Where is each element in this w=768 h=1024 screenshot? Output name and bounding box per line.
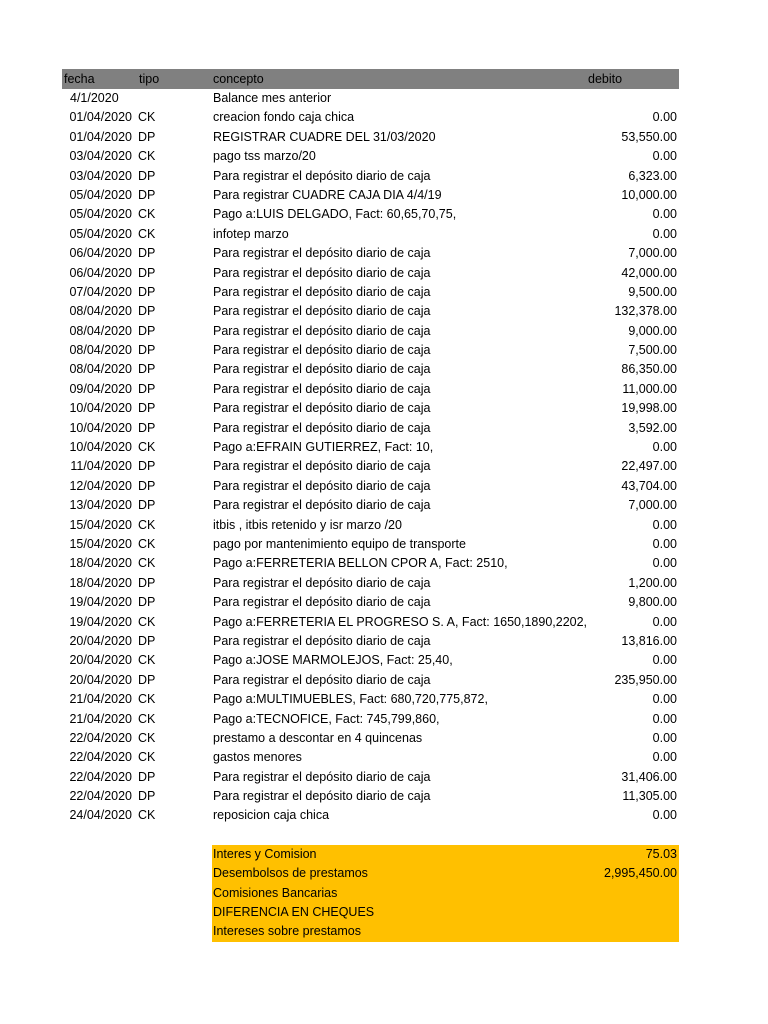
cell-tipo: DP bbox=[138, 381, 156, 396]
table-row bbox=[62, 593, 679, 612]
cell-tipo: CK bbox=[138, 110, 156, 125]
cell-tipo: DP bbox=[138, 362, 156, 377]
cell-debito: 11,305.00 bbox=[622, 789, 677, 804]
cell-debito: 7,000.00 bbox=[628, 246, 677, 261]
cell-fecha: 09/04/2020 bbox=[69, 381, 132, 396]
cell-fecha: 03/04/2020 bbox=[69, 149, 132, 164]
table-row bbox=[62, 690, 679, 709]
cell-fecha: 19/04/2020 bbox=[69, 595, 132, 610]
cell-debito: 0.00 bbox=[652, 517, 677, 532]
table-row bbox=[62, 787, 679, 806]
cell-concepto: reposicion caja chica bbox=[213, 808, 330, 823]
header-tipo: tipo bbox=[139, 72, 160, 86]
cell-fecha: 10/04/2020 bbox=[69, 440, 132, 455]
summary-row bbox=[212, 864, 679, 883]
cell-debito: 0.00 bbox=[652, 536, 677, 551]
table-row bbox=[62, 283, 679, 302]
table-row bbox=[62, 748, 679, 767]
cell-concepto: Para registrar el depósito diario de caja bbox=[213, 323, 431, 338]
table-row bbox=[62, 574, 679, 593]
table-row bbox=[62, 477, 679, 496]
cell-debito: 0.00 bbox=[652, 711, 677, 726]
table-body bbox=[62, 108, 679, 825]
cell-debito: 0.00 bbox=[652, 556, 677, 571]
table-row bbox=[62, 516, 679, 535]
cell-concepto: Para registrar el depósito diario de caja bbox=[213, 672, 431, 687]
cell-concepto: REGISTRAR CUADRE DEL 31/03/2020 bbox=[213, 129, 436, 144]
cell-fecha: 20/04/2020 bbox=[69, 653, 132, 668]
cell-fecha: 22/04/2020 bbox=[69, 789, 132, 804]
cell-debito: 9,500.00 bbox=[628, 284, 677, 299]
cell-concepto: Para registrar el depósito diario de caja bbox=[213, 789, 431, 804]
cell-concepto: Pago a:LUIS DELGADO, Fact: 60,65,70,75, bbox=[213, 207, 457, 222]
summary-row bbox=[212, 903, 679, 922]
cell-tipo: DP bbox=[138, 168, 156, 183]
cell-concepto: Para registrar el depósito diario de caja bbox=[213, 401, 431, 416]
cell-fecha: 4/1/2020 bbox=[70, 91, 119, 105]
cell-fecha: 05/04/2020 bbox=[69, 207, 132, 222]
cell-debito: 3,592.00 bbox=[628, 420, 677, 435]
cell-tipo: CK bbox=[138, 207, 156, 222]
table-row bbox=[62, 806, 679, 825]
cell-concepto: pago por mantenimiento equipo de transporte bbox=[213, 536, 466, 551]
cell-debito: 0.00 bbox=[652, 730, 677, 745]
cell-tipo: DP bbox=[138, 129, 156, 144]
cell-debito: 10,000.00 bbox=[621, 187, 677, 202]
cell-debito: 6,323.00 bbox=[628, 168, 677, 183]
cell-fecha: 22/04/2020 bbox=[69, 769, 132, 784]
cell-concepto: Pago a:FERRETERIA BELLON CPOR A, Fact: 2510, bbox=[213, 556, 508, 571]
cell-fecha: 20/04/2020 bbox=[69, 633, 132, 648]
cell-tipo: DP bbox=[138, 575, 156, 590]
cell-tipo: DP bbox=[138, 498, 156, 513]
cell-tipo: CK bbox=[138, 149, 156, 164]
cell-tipo: DP bbox=[138, 343, 156, 358]
summary-row bbox=[212, 922, 679, 941]
cell-debito: 132,378.00 bbox=[614, 304, 677, 319]
summary-debito: 2,995,450.00 bbox=[604, 866, 677, 881]
cell-tipo: DP bbox=[138, 459, 156, 474]
cell-tipo: CK bbox=[138, 440, 156, 455]
table-row bbox=[62, 438, 679, 457]
cell-debito: 9,800.00 bbox=[628, 595, 677, 610]
table-row bbox=[62, 167, 679, 186]
cell-fecha: 08/04/2020 bbox=[69, 323, 132, 338]
cell-fecha: 20/04/2020 bbox=[69, 672, 132, 687]
cell-concepto: Para registrar el depósito diario de caja bbox=[213, 304, 431, 319]
cell-fecha: 24/04/2020 bbox=[69, 808, 132, 823]
cell-fecha: 05/04/2020 bbox=[69, 187, 132, 202]
cell-concepto: Para registrar el depósito diario de caja bbox=[213, 265, 431, 280]
cell-debito: 86,350.00 bbox=[621, 362, 677, 377]
cell-fecha: 03/04/2020 bbox=[69, 168, 132, 183]
cell-fecha: 21/04/2020 bbox=[69, 711, 132, 726]
summary-concepto: Comisiones Bancarias bbox=[213, 885, 338, 900]
cell-fecha: 10/04/2020 bbox=[69, 401, 132, 416]
cell-tipo: DP bbox=[138, 595, 156, 610]
summary-debito: 75.03 bbox=[645, 846, 677, 861]
cell-fecha: 22/04/2020 bbox=[69, 730, 132, 745]
summary-row bbox=[212, 845, 679, 864]
cell-tipo: DP bbox=[138, 401, 156, 416]
cell-concepto: gastos menores bbox=[213, 750, 302, 765]
cell-debito: 43,704.00 bbox=[621, 478, 677, 493]
cell-concepto: Pago a:JOSE MARMOLEJOS, Fact: 25,40, bbox=[213, 653, 453, 668]
cell-fecha: 08/04/2020 bbox=[69, 343, 132, 358]
cell-debito: 53,550.00 bbox=[621, 129, 677, 144]
table-row bbox=[62, 147, 679, 166]
table-row bbox=[62, 380, 679, 399]
cell-concepto: Para registrar el depósito diario de caja bbox=[213, 478, 431, 493]
cell-fecha: 10/04/2020 bbox=[69, 420, 132, 435]
cell-debito: 13,816.00 bbox=[621, 633, 677, 648]
cell-tipo: DP bbox=[138, 769, 156, 784]
cell-tipo: DP bbox=[138, 187, 156, 202]
table-row bbox=[62, 244, 679, 263]
cell-concepto: Balance mes anterior bbox=[213, 91, 332, 105]
table-row bbox=[62, 128, 679, 147]
table-row bbox=[62, 535, 679, 554]
cell-debito: 0.00 bbox=[652, 614, 677, 629]
cell-fecha: 15/04/2020 bbox=[69, 517, 132, 532]
cell-tipo: DP bbox=[138, 478, 156, 493]
summary-block bbox=[212, 845, 679, 942]
cell-tipo: CK bbox=[138, 517, 156, 532]
cell-debito: 0.00 bbox=[652, 440, 677, 455]
cell-debito: 235,950.00 bbox=[614, 672, 677, 687]
cell-tipo: DP bbox=[138, 633, 156, 648]
summary-concepto: DIFERENCIA EN CHEQUES bbox=[213, 905, 375, 920]
table-row bbox=[62, 729, 679, 748]
table-row bbox=[62, 302, 679, 321]
summary-concepto: Desembolsos de prestamos bbox=[213, 866, 368, 881]
table-row bbox=[62, 554, 679, 573]
cell-debito: 0.00 bbox=[652, 653, 677, 668]
cell-concepto: Para registrar el depósito diario de caja bbox=[213, 595, 431, 610]
cell-fecha: 01/04/2020 bbox=[69, 110, 132, 125]
cell-debito: 7,000.00 bbox=[628, 498, 677, 513]
header-concepto: concepto bbox=[213, 72, 264, 86]
cell-fecha: 18/04/2020 bbox=[69, 556, 132, 571]
cell-tipo: CK bbox=[138, 808, 156, 823]
cell-fecha: 08/04/2020 bbox=[69, 304, 132, 319]
cell-tipo: CK bbox=[138, 614, 156, 629]
cell-debito: 0.00 bbox=[652, 750, 677, 765]
table-row bbox=[62, 322, 679, 341]
cell-debito: 1,200.00 bbox=[628, 575, 677, 590]
cell-tipo: CK bbox=[138, 556, 156, 571]
table-row bbox=[62, 496, 679, 515]
cell-debito: 0.00 bbox=[652, 207, 677, 222]
header-debito: debito bbox=[588, 72, 623, 86]
cell-fecha: 01/04/2020 bbox=[69, 129, 132, 144]
cell-concepto: creacion fondo caja chica bbox=[213, 110, 355, 125]
cell-concepto: Pago a:MULTIMUEBLES, Fact: 680,720,775,872, bbox=[213, 692, 488, 707]
cell-debito: 0.00 bbox=[652, 226, 677, 241]
summary-concepto: Intereses sobre prestamos bbox=[213, 924, 361, 939]
cell-fecha: 12/04/2020 bbox=[69, 478, 132, 493]
cell-tipo: CK bbox=[138, 711, 156, 726]
cell-debito: 31,406.00 bbox=[621, 769, 677, 784]
table-row bbox=[62, 457, 679, 476]
cell-concepto: pago tss marzo/20 bbox=[213, 149, 316, 164]
cell-tipo: CK bbox=[138, 692, 156, 707]
cell-concepto: itbis , itbis retenido y isr marzo /20 bbox=[213, 517, 402, 532]
cell-tipo: CK bbox=[138, 536, 156, 551]
table-row bbox=[62, 108, 679, 127]
table-row bbox=[62, 768, 679, 787]
table-row bbox=[62, 205, 679, 224]
cell-tipo: CK bbox=[138, 750, 156, 765]
table-row bbox=[62, 419, 679, 438]
cell-concepto: Para registrar el depósito diario de caja bbox=[213, 246, 431, 261]
cell-debito: 7,500.00 bbox=[628, 343, 677, 358]
cell-tipo: CK bbox=[138, 730, 156, 745]
cell-concepto: Pago a:EFRAIN GUTIERREZ, Fact: 10, bbox=[213, 440, 434, 455]
cell-fecha: 21/04/2020 bbox=[69, 692, 132, 707]
cell-fecha: 06/04/2020 bbox=[69, 265, 132, 280]
cell-debito: 0.00 bbox=[652, 692, 677, 707]
cell-tipo: DP bbox=[138, 323, 156, 338]
table-row bbox=[62, 613, 679, 632]
table-row bbox=[62, 186, 679, 205]
table-row bbox=[62, 651, 679, 670]
cell-debito: 22,497.00 bbox=[621, 459, 677, 474]
table-header bbox=[62, 69, 679, 89]
cell-fecha: 15/04/2020 bbox=[69, 536, 132, 551]
cell-debito: 0.00 bbox=[652, 808, 677, 823]
cell-concepto: Para registrar el depósito diario de caja bbox=[213, 575, 431, 590]
cell-debito: 19,998.00 bbox=[621, 401, 677, 416]
cell-concepto: prestamo a descontar en 4 quincenas bbox=[213, 730, 423, 745]
cell-debito: 11,000.00 bbox=[622, 381, 677, 396]
cell-debito: 42,000.00 bbox=[621, 265, 677, 280]
table-row bbox=[62, 225, 679, 244]
cell-tipo: DP bbox=[138, 420, 156, 435]
spacer bbox=[62, 826, 679, 845]
table-row bbox=[62, 671, 679, 690]
cell-tipo: DP bbox=[138, 304, 156, 319]
cell-fecha: 18/04/2020 bbox=[69, 575, 132, 590]
cell-fecha: 19/04/2020 bbox=[69, 614, 132, 629]
cell-concepto: Para registrar el depósito diario de caja bbox=[213, 381, 431, 396]
cell-debito: 9,000.00 bbox=[628, 323, 677, 338]
summary-row bbox=[212, 884, 679, 903]
table-row-balance bbox=[62, 89, 679, 108]
table-row bbox=[62, 360, 679, 379]
cell-fecha: 07/04/2020 bbox=[69, 284, 132, 299]
cell-concepto: Pago a:FERRETERIA EL PROGRESO S. A, Fact: 1650,1890,2202, bbox=[213, 614, 588, 629]
cell-concepto: Para registrar el depósito diario de caja bbox=[213, 498, 431, 513]
table-row bbox=[62, 341, 679, 360]
cell-fecha: 06/04/2020 bbox=[69, 246, 132, 261]
cell-tipo: DP bbox=[138, 246, 156, 261]
cell-fecha: 13/04/2020 bbox=[69, 498, 132, 513]
table-row bbox=[62, 264, 679, 283]
cell-tipo: DP bbox=[138, 265, 156, 280]
ledger-sheet bbox=[62, 69, 679, 942]
cell-fecha: 22/04/2020 bbox=[69, 750, 132, 765]
cell-concepto: Pago a:TECNOFICE, Fact: 745,799,860, bbox=[213, 711, 440, 726]
cell-concepto: Para registrar CUADRE CAJA DIA 4/4/19 bbox=[213, 187, 442, 202]
cell-fecha: 05/04/2020 bbox=[69, 226, 132, 241]
cell-tipo: DP bbox=[138, 789, 156, 804]
cell-concepto: Para registrar el depósito diario de caja bbox=[213, 284, 431, 299]
cell-tipo: CK bbox=[138, 226, 156, 241]
cell-tipo: CK bbox=[138, 653, 156, 668]
cell-concepto: Para registrar el depósito diario de caja bbox=[213, 459, 431, 474]
cell-concepto: Para registrar el depósito diario de caja bbox=[213, 168, 431, 183]
cell-concepto: Para registrar el depósito diario de caja bbox=[213, 769, 431, 784]
cell-concepto: Para registrar el depósito diario de caja bbox=[213, 343, 431, 358]
table-row bbox=[62, 632, 679, 651]
header-fecha: fecha bbox=[64, 72, 95, 86]
cell-tipo: DP bbox=[138, 672, 156, 687]
summary-concepto: Interes y Comision bbox=[213, 846, 317, 861]
cell-debito: 0.00 bbox=[652, 110, 677, 125]
cell-tipo: DP bbox=[138, 284, 156, 299]
cell-debito: 0.00 bbox=[652, 149, 677, 164]
table-row bbox=[62, 399, 679, 418]
cell-concepto: Para registrar el depósito diario de caja bbox=[213, 420, 431, 435]
cell-concepto: Para registrar el depósito diario de caja bbox=[213, 633, 431, 648]
cell-fecha: 08/04/2020 bbox=[69, 362, 132, 377]
cell-concepto: Para registrar el depósito diario de caja bbox=[213, 362, 431, 377]
cell-fecha: 11/04/2020 bbox=[70, 459, 132, 474]
table-row bbox=[62, 710, 679, 729]
cell-concepto: infotep marzo bbox=[213, 226, 289, 241]
